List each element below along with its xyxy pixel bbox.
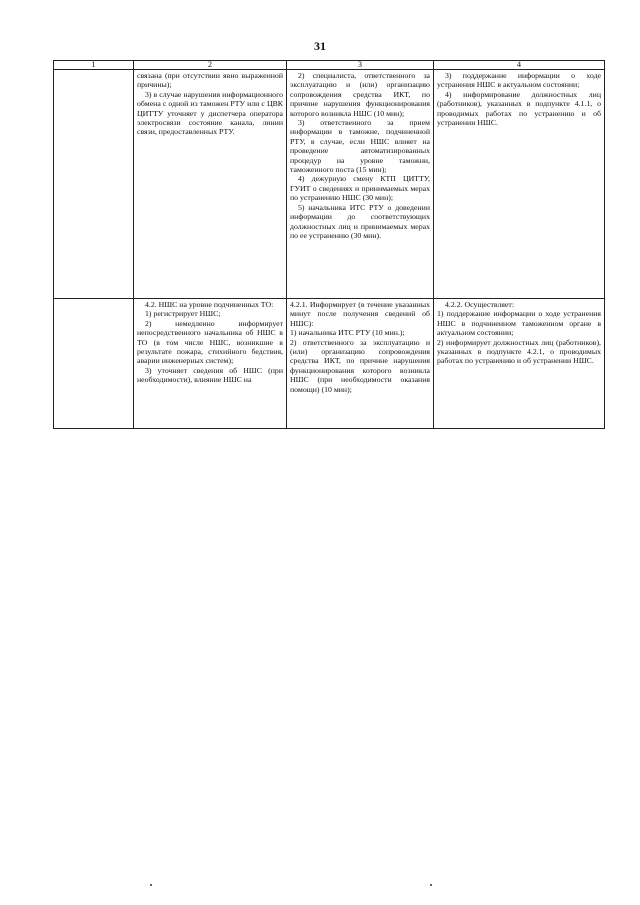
column-number-1: 1 (54, 61, 134, 70)
column-number-3: 3 (287, 61, 434, 70)
paragraph: 4.2.1. Информирует (в течение указанных минут после получения сведений об НШС): (290, 300, 430, 328)
table-header-row (54, 61, 605, 70)
column-number-2: 2 (134, 61, 287, 70)
row2-col3-cell (287, 299, 434, 429)
paragraph: 4.2. НШС на уровне подчиненных ТО: (145, 300, 274, 309)
scan-speck (150, 884, 152, 886)
paragraph: 1) регистрирует НШС; (145, 309, 221, 319)
paragraph: 4) информирование должностных лиц (работников), указанных в подпункте 4.1.1, о проводимых работах по устранению и об устранении НШС. (437, 89, 601, 128)
paragraph: 4.2.2. Осуществляет: (445, 300, 514, 309)
row1-col3-cell (287, 70, 434, 299)
scan-speck (430, 884, 432, 886)
row1-col4-cell (434, 70, 605, 299)
column-number-4: 4 (434, 61, 605, 70)
paragraph: 2) немедленно информирует непосредственного начальника об НШС в ТО (в том числе НШС, возникшие в результате пожара, стихийного бедствия, аварии инженерных систем); (137, 318, 283, 366)
paragraph: 1) начальника ИТС РТУ (10 мин.); (290, 328, 405, 338)
paragraph: 1) поддержание информации о ходе устранения НШС в подчиненном таможенном органе в актуальном состоянии; (437, 309, 601, 338)
row1-col2-cell (134, 70, 287, 299)
paragraph: 2) специалиста, ответственного за эксплуатацию и (или) организацию сопровождения средства ИКТ, по причине нарушения функционирования которого возникла НШС (10 мин); (290, 71, 430, 118)
row2-col2-cell (134, 299, 287, 429)
paragraph: связана (при отсутствии явно выраженной причины); (137, 71, 283, 90)
document-table (53, 60, 605, 429)
paragraph: 2) ответственного за эксплуатацию и (или) организацию сопровождения средства ИКТ, по причине нарушения функционирования которого возникла НШС (при необходимости оказания помощи) (10 мин); (290, 337, 430, 394)
row2-col4-cell (434, 299, 605, 429)
paragraph: 3) поддержание информации о ходе устранения НШС в актуальном состоянии; (437, 71, 601, 90)
row1-col1-cell (54, 70, 134, 299)
table-row (54, 299, 605, 429)
paragraph: 3) уточняет сведения об НШС (при необходимости), влияние НШС на (137, 365, 283, 385)
paragraph: 4) дежурную смену КТП ЦИТТУ, ГУИТ о сведениях и принимаемых мерах по устранению НШС (30 мин); (290, 174, 430, 203)
table-row (54, 70, 605, 299)
page-number: 31 (314, 39, 326, 53)
paragraph: 5) начальника ИТС РТУ о доведении информации до соответствующих должностных лиц и принимаемых мерах по ее устранению (30 мин). (290, 202, 430, 240)
paragraph: 3) в случае нарушения информационного обмена с одной из таможен РТУ или с ЦВК ЦИТТУ уточняет у диспетчера оператора электросвязи состояние канала, линии связи, предоставленных РТУ. (137, 89, 283, 137)
row2-col1-cell (54, 299, 134, 429)
paragraph: 3) ответственного за прием информации в таможне, подчиненной РТУ, в случае, если НШС влияет на проведение автоматизированных процедур на уровне таможни, таможенного поста (15 мин); (290, 118, 430, 175)
paragraph: 2) информирует должностных лиц (работников), указанных в подпункте 4.2.1, о проводимых работах по устранению и об устранении НШС. (437, 337, 601, 366)
